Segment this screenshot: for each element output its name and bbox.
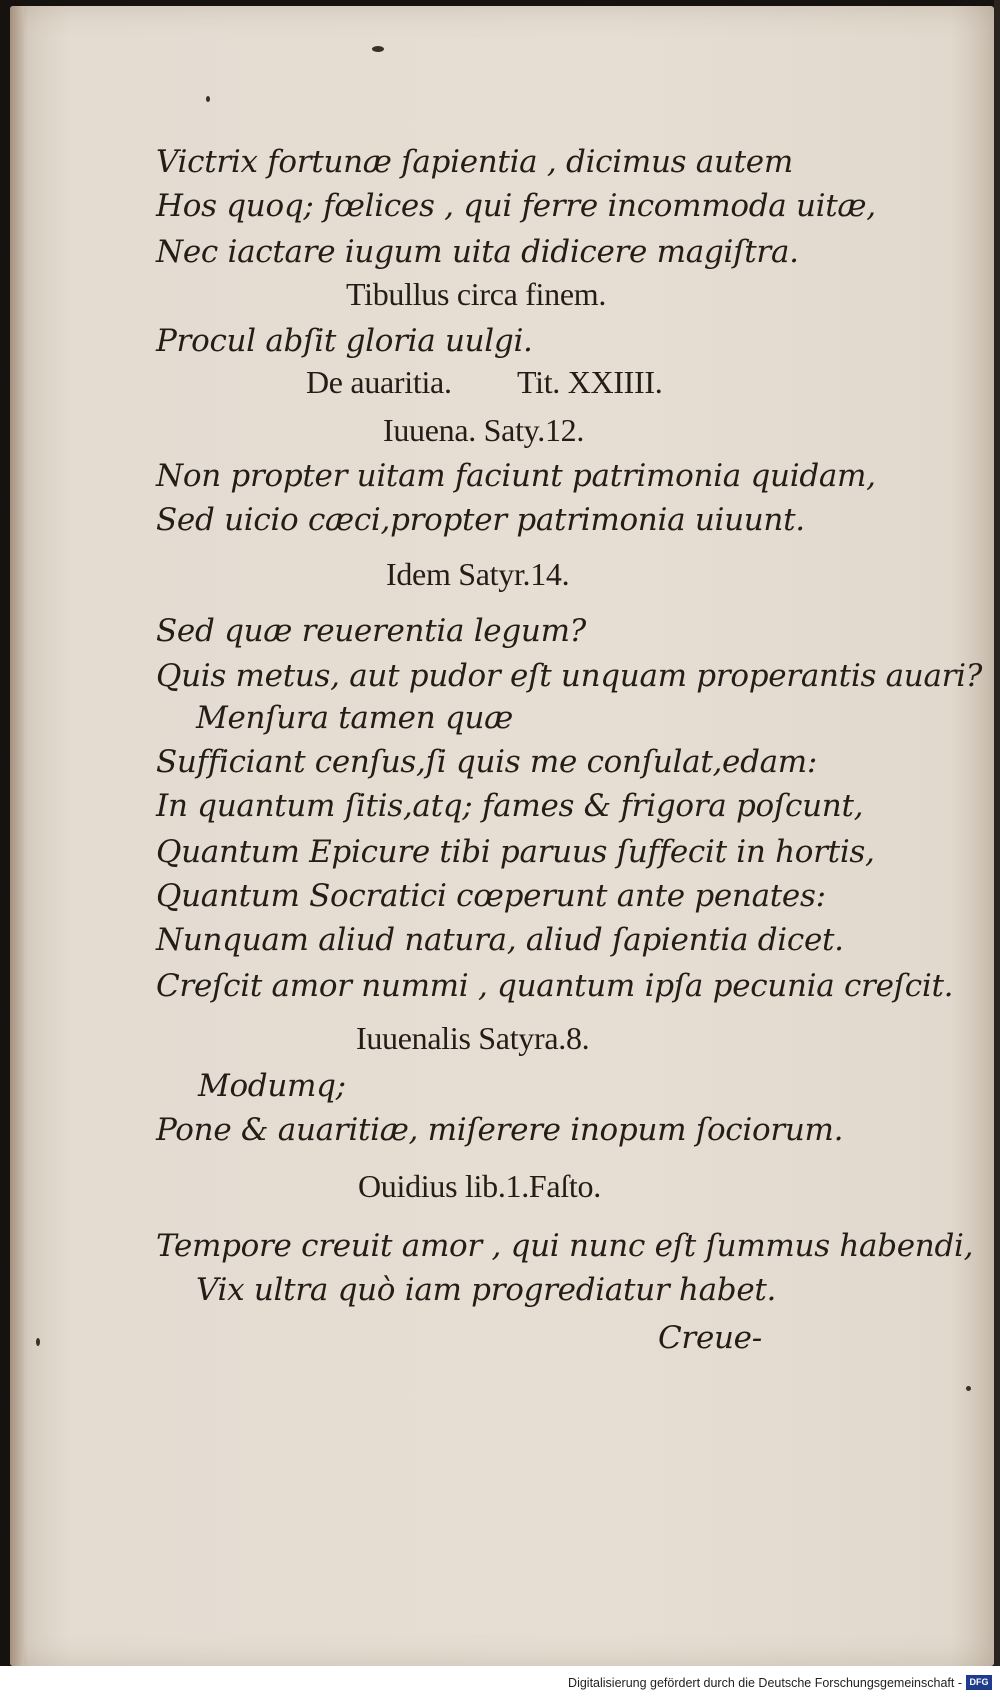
text-line: Sed quæ reuerentia legum?	[156, 613, 586, 649]
chapter-number: Tit. XXIIII.	[517, 364, 663, 400]
text-line: In quantum ſitis,atq; fames & frigora poſcunt,	[156, 788, 864, 824]
ink-spot	[36, 1338, 40, 1346]
text-line: Sufficiant cenſus,ſi quis me conſulat,edam:	[156, 744, 818, 780]
text-line: Hos quoq; fœlices , qui ferre incommoda uitæ,	[156, 188, 876, 224]
text-line: Vix ultra quò iam progrediatur habet.	[196, 1272, 777, 1308]
book-page	[10, 6, 994, 1666]
chapter-heading: De auaritia.	[306, 364, 452, 400]
catchword: Creue-	[658, 1320, 762, 1356]
text-line: Menſura tamen quæ	[196, 700, 513, 736]
text-line: Creſcit amor nummi , quantum ipſa pecunia creſcit.	[156, 968, 954, 1004]
text-line: Quis metus, aut pudor eſt unquam properantis auari?	[156, 658, 983, 694]
section-heading: Iuuena. Saty.12.	[383, 412, 585, 448]
text-line: Nec iactare iugum uita didicere magiſtra.	[156, 234, 799, 270]
text-line: Quantum Epicure tibi paruus ſuffecit in hortis,	[156, 834, 875, 870]
ink-spot	[206, 96, 210, 102]
dfg-logo-icon: DFG	[966, 1675, 992, 1690]
scan-border	[994, 0, 1000, 1703]
text-line: Victrix fortunæ ſapientia , dicimus autem	[156, 144, 793, 180]
text-line: Nunquam aliud natura, aliud ſapientia dicet.	[156, 922, 844, 958]
ink-spot	[966, 1386, 971, 1391]
ink-spot	[372, 46, 384, 52]
text-line: Non propter uitam faciunt patrimonia quidam,	[156, 458, 876, 494]
text-line: Quantum Socratici cœperunt ante penates:	[156, 878, 826, 914]
section-heading: Idem Satyr.14.	[386, 556, 570, 592]
text-line: Tempore creuit amor , qui nunc eſt ſummus habendi,	[156, 1228, 974, 1264]
digitization-footer	[0, 1666, 1000, 1703]
text-line: Pone & auaritiæ, miſerere inopum ſociorum.	[156, 1112, 844, 1148]
text-line: Procul abſit gloria uulgi.	[156, 323, 533, 359]
text-line: Sed uicio cæci,propter patrimonia uiuunt.	[156, 502, 805, 538]
section-heading: Tibullus circa finem.	[346, 276, 607, 312]
section-heading: Ouidius lib.1.Faſto.	[358, 1168, 601, 1204]
text-line: Modumq;	[198, 1068, 346, 1104]
section-heading: Iuuenalis Satyra.8.	[356, 1020, 590, 1056]
footer-credit: Digitalisierung gefördert durch die Deutsche Forschungsgemeinschaft -	[568, 1676, 962, 1690]
page-text	[10, 6, 994, 1666]
